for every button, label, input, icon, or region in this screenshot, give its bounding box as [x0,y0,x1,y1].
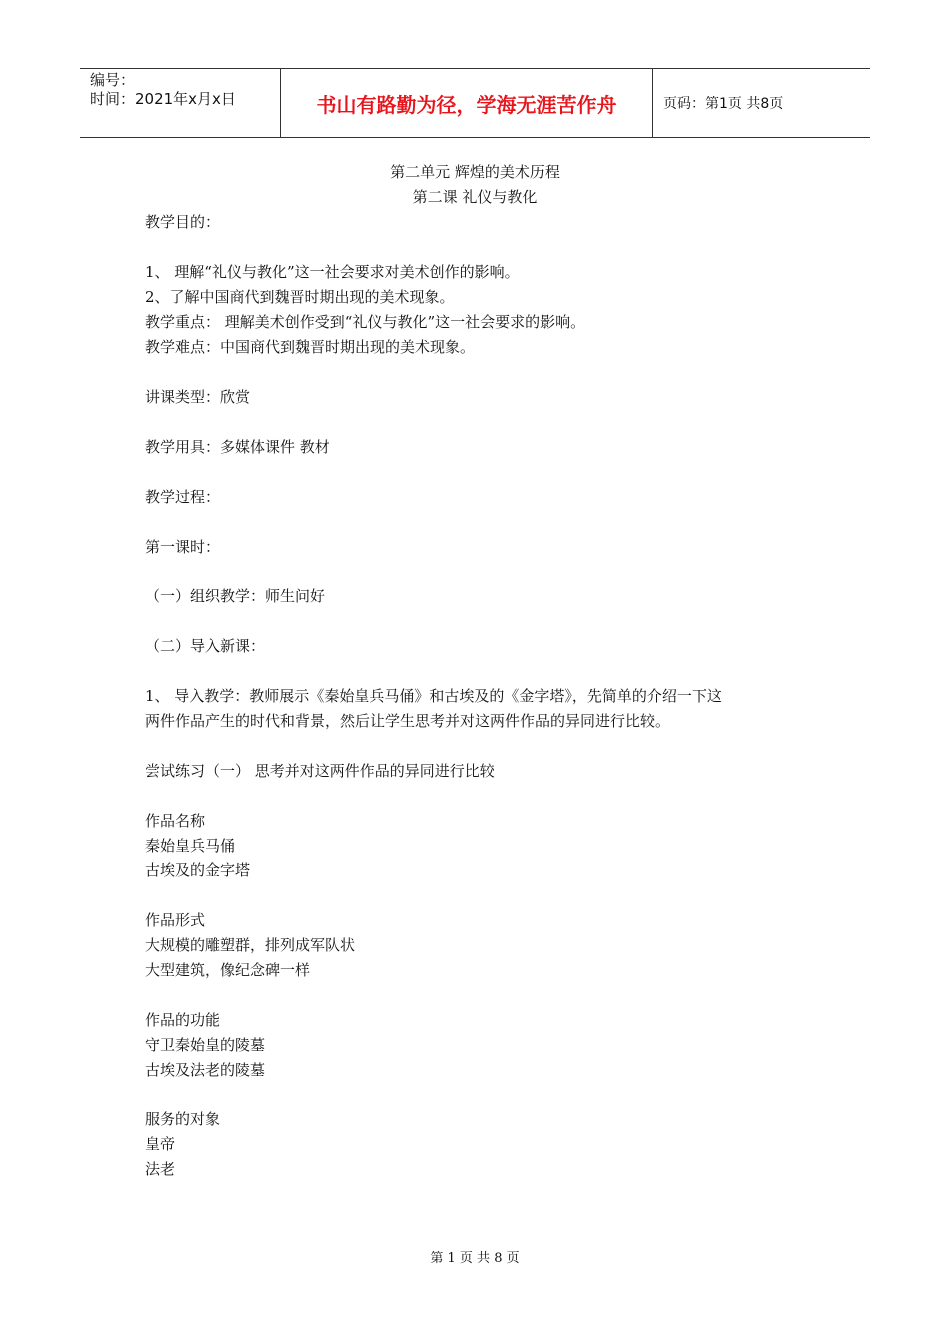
lesson-type: 讲课类型：欣赏 [145,388,251,406]
difficulty: 教学难点：中国商代到魏晋时期出现的美术现象。 [145,338,476,356]
lesson-title: 第二课 礼仪与教化 [412,188,538,206]
header-page-info: 页码：第1页 共8页 [663,96,784,112]
work-name-heading: 作品名称 [145,812,206,830]
work-form-item: 大规模的雕塑群，排列成军队状 [145,936,356,954]
work-name-item: 秦始皇兵马俑 [145,837,236,855]
teaching-tools: 教学用具：多媒体课件 教材 [145,438,330,456]
time-label: 时间：2021年x月x日 [90,90,236,108]
unit-title: 第二单元 辉煌的美术历程 [390,163,560,181]
number-label: 编号： [90,71,136,89]
key-point: 教学重点： 理解美术创作受到“礼仪与教化”这一社会要求的影响。 [145,313,586,331]
work-function-item: 守卫秦始皇的陵墓 [145,1036,266,1054]
work-function-heading: 作品的功能 [145,1011,221,1029]
intro-paragraph-line-2: 两件作品产生的时代和背景，然后让学生思考并对这两件作品的异同进行比较。 [145,712,671,730]
work-function-item: 古埃及法老的陵墓 [145,1061,266,1079]
work-form-item: 大型建筑，像纪念碑一样 [145,961,311,979]
step-one: （一）组织教学：师生问好 [145,587,326,605]
first-period-heading: 第一课时： [145,538,221,556]
exercise-heading: 尝试练习（一） 思考并对这两件作品的异同进行比较 [145,762,495,780]
process-heading: 教学过程： [145,488,221,506]
step-two: （二）导入新课： [145,637,266,655]
served-target-heading: 服务的对象 [145,1110,221,1128]
work-form-heading: 作品形式 [145,911,206,929]
header-meta [80,69,281,137]
objective-2: 2、了解中国商代到魏晋时期出现的美术现象。 [145,288,455,306]
served-target-item: 皇帝 [145,1135,176,1153]
objective-1: 1、 理解“礼仪与教化”这一社会要求对美术创作的影响。 [145,263,520,281]
work-name-item: 古埃及的金字塔 [145,861,251,879]
header-motto: 书山有路勤为径，学海无涯苦作舟 [281,69,653,137]
objectives-heading: 教学目的： [145,213,221,231]
page-header [80,68,870,138]
intro-paragraph-line-1: 1、 导入教学：教师展示《秦始皇兵马俑》和古埃及的《金字塔》，先简单的介绍一下这 [145,687,722,705]
page-footer: 第 1 页 共 8 页 [430,1251,520,1266]
served-target-item: 法老 [145,1160,176,1178]
